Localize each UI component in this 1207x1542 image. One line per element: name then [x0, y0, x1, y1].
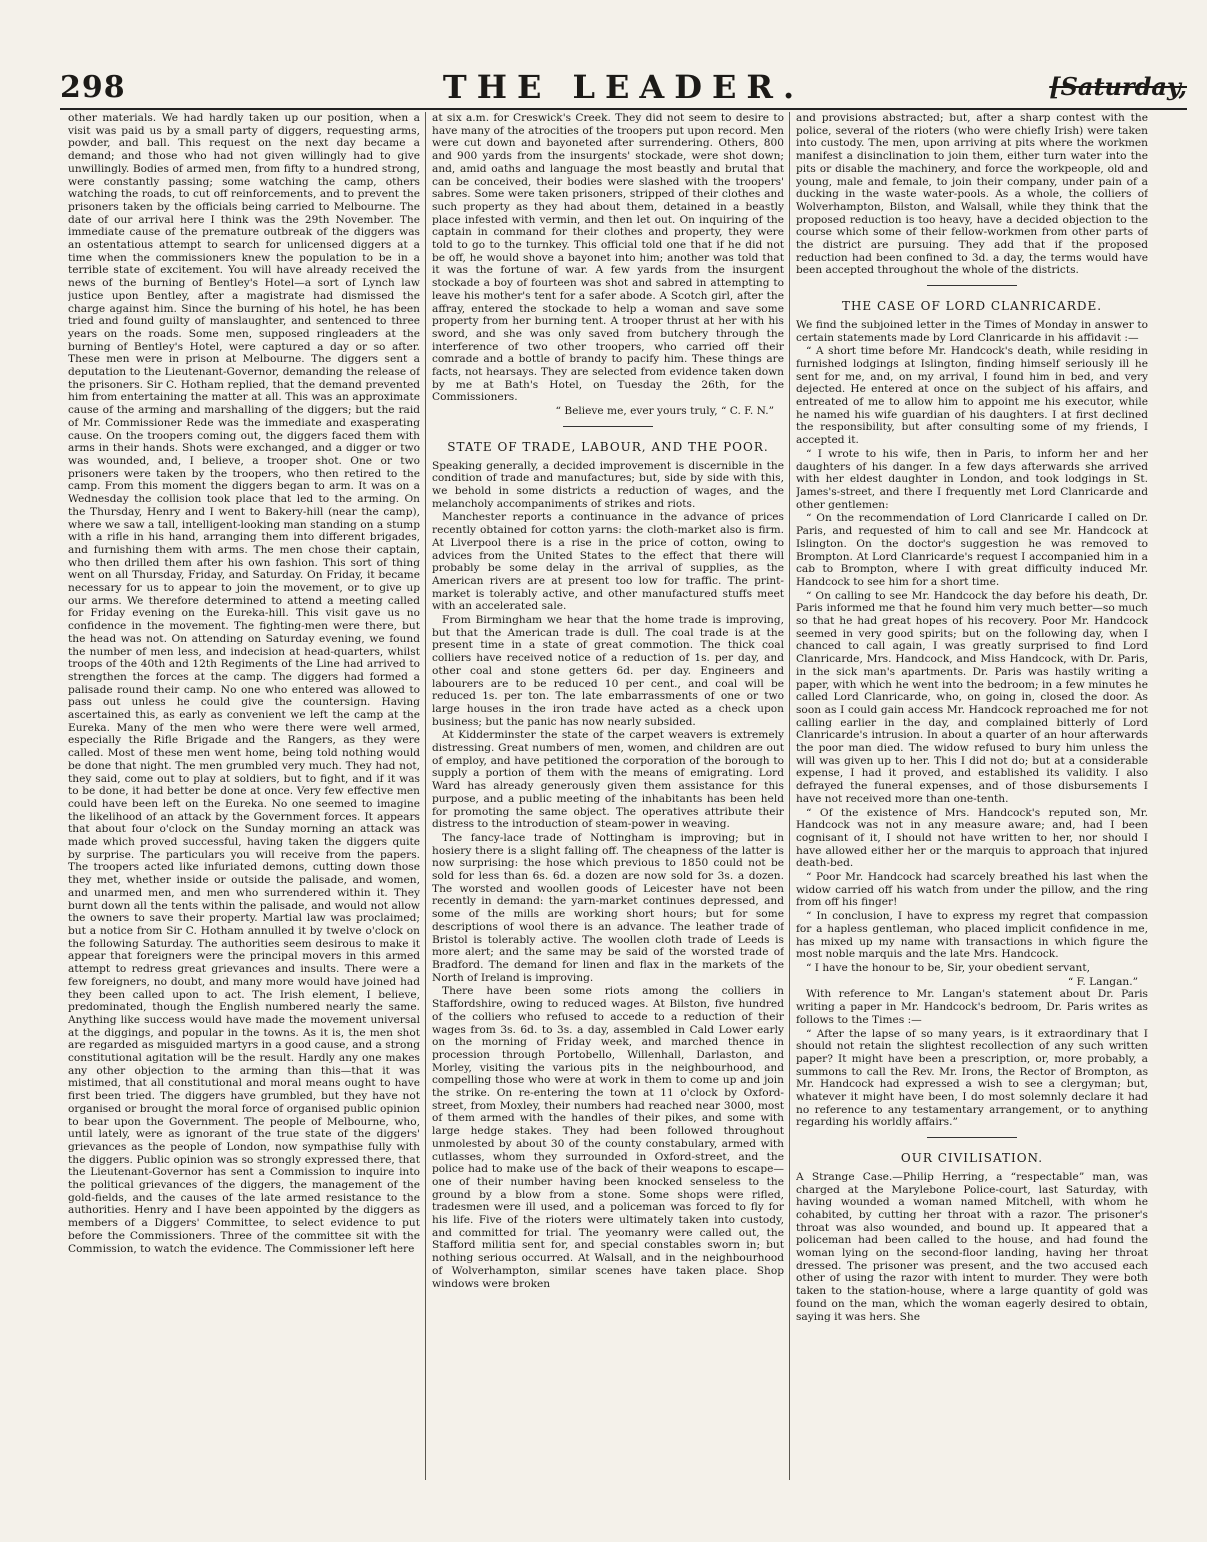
letter-closing: “ I have the honour to be, Sir, your obedient servant, [806, 962, 1090, 974]
article-paragraph: “ In conclusion, I have to express my regret that compassion for a hapless gentleman, who placed implicit confidence in me, has mixed up my name with transactions in which figure the most noble marquis and the late Mrs. Handcock. [796, 910, 1148, 961]
article-paragraph: At Kidderminster the state of the carpet weavers is extremely distressing. Great numbers of men, women, and children are out of employ, and have petitioned the corporation of the borough to supply a portion of them with the means of emigrating. Lord Ward has already generously given them assistance for this purpose, and a public meeting of the inhabitants has been held for promoting the same object. The operatives attribute their distress to the introduction of steam-power in weaving. [432, 729, 784, 831]
article-paragraph: at six a.m. for Creswick's Creek. They did not seem to desire to have many of the atrocities of the troopers put upon record. Men were cut down and bayoneted after surrendering. Others, 800 and 900 yards from the insurgents' stockade, were shot down; and, amid oaths and language the most beastly and brutal that can be conceived, their bodies were slashed with the troopers' sabres. Some were taken prisoners, stripped of their clothes and such property as they had about them, detained in a beastly place infested with vermin, and then let out. On inquiring of the captain in command for their clothes and property, they were told to go to the turnkey. This official told one that if he did not be off, he would shove a bayonet into him; another was told that it was the fortune of war. A few yards from the insurgent stockade a boy of fourteen was shot and sabred in attempting to leave his mother's tent for a safer abode. A Scotch girl, after the affray, entered the stockade to help a woman and save some property from her burning tent. A trooper thrust at her with his sword, and she was only saved from butchery through the interference of two other troopers, who carried off their comrade and a bottle of brandy to pacify him. These things are facts, not hearsays. They are selected from evidence taken down by me at Bath's Hotel, on Tuesday the 26th, for the Commissioners. [432, 112, 784, 404]
masthead [60, 62, 1187, 110]
section-heading-trade: STATE OF TRADE, LABOUR, AND THE POOR. [447, 439, 769, 454]
section-heading-civilisation: OUR CIVILISATION. [900, 1151, 1044, 1166]
section-divider [927, 285, 1017, 286]
column-1 [68, 112, 420, 1480]
article-paragraph: and provisions abstracted; but, after a sharp contest with the police, several of the rioters (who were chiefly Irish) were taken into custody. The men, upon arriving at pits where the workmen manifest a disinclination to join them, either turn water into the pits or disable the machinery, and force the workpeople, old and young, male and female, to join their company, under pain of a ducking in the waste water-pools. As a whole, the colliers of Wolverhampton, Bilston, and Walsall, while they think that the proposed reduction is too heavy, have a decided objection to the course which some of their fellow-workmen from other parts of the district are pursuing. They add that if the proposed reduction had been confined to 3d. a day, the terms would have been accepted throughout the whole of the districts. [796, 112, 1148, 277]
article-paragraph: “ After the lapse of so many years, is it extraordinary that I should not retain the slightest recollection of any such written paper? It might have been a prescription, or, more probably, a summons to call the Rev. Mr. Irons, the Rector of Brompton, as Mr. Handcock had expressed a wish to see a clergyman; but, whatever it might have been, I do most solemnly declare it had no reference to any testamentary arrangement, or to anything regarding his worldly affairs.” [796, 1027, 1148, 1129]
column-2 [432, 112, 784, 1480]
section-divider [563, 426, 653, 427]
article-paragraph: “ On calling to see Mr. Handcock the day before his death, Dr. Paris informed me that he found him very much better—so much so that he had great hopes of his recovery. Poor Mr. Handcock seemed in very good spirits; but on the following day, when I chanced to call again, I was greatly surprised to find Lord Clanricarde, Mrs. Handcock, and Miss Handcock, with Dr. Paris, in the sick man's apartments. Dr. Paris was hastily writing a paper, with which he went into the bedroom; in a few minutes he called Lord Clanricarde, who, on going in, closed the door. As soon as I could gain access Mr. Handcock reproached me for not calling earlier in the day, and complained bitterly of Lord Clanricarde's intrusion. In about a quarter of an hour afterwards the poor man died. The widow refused to bury him unless the will was given up to her. This I did not do; but at a considerable expense, I had it proved, and established its validity. I also defrayed the funeral expenses, and of those disbursements I have not received more than one-tenth. [796, 589, 1148, 805]
article-paragraph: “ On the recommendation of Lord Clanricarde I called on Dr. Paris, and requested of him to call and see Mr. Handcock at Islington. On the doctor's suggestion he was removed to Brompton. At Lord Clanricarde's request I accompanied him in a cab to Brompton, where I with great difficulty induced Mr. Handcock to see him for a short time. [796, 512, 1148, 588]
article-paragraph: “ I wrote to his wife, then in Paris, to inform her and her daughters of his danger. In a few days afterwards she arrived with her eldest daughter in London, and took lodgings in St. James's-street, and there I frequently met Lord Clanricarde and other gentlemen: [796, 447, 1148, 511]
article-paragraph: other materials. We had hardly taken up our position, when a visit was paid us by a small party of diggers, requesting arms, powder, and ball. This request on the next day became a demand; and those who had not given willingly had to give unwillingly. Bodies of armed men, from fifty to a hundred strong, were constantly passing; some watching the camp, others watching the roads, to cut off reinforcements, and to prevent the prisoners taken by the officials being carried to Melbourne. The date of our arrival here I think was the 29th November. The immediate cause of the premature outbreak of the diggers was an ostentatious attempt to search for unlicensed diggers at a time when the commissioners knew the population to be in a terrible state of excitement. You will have already received the news of the burning of Bentley's Hotel—a sort of Lynch law justice upon Bentley, after a magistrate had dismissed the charge against him. Since the burning of his hotel, he has been tried and found guilty of manslaughter, and sentenced to three years on the roads. Some men, supposed ringleaders at the burning of Bentley's Hotel, were captured a day or so after. These men were in prison at Melbourne. The diggers sent a deputation to the Lieutenant-Governor, demanding the release of the prisoners. Sir C. Hotham replied, that the demand prevented him from entertaining the matter at all. This was an approximate cause of the arming and marshalling of the diggers; but the raid of Mr. Commissioner Rede was the immediate and exasperating cause. On the troopers coming out, the diggers faced them with arms in their hands. Shots were exchanged, and a digger or two was wounded, and, I believe, a trooper shot. One or two prisoners were taken by the troopers, who then retired to the camp. From this moment the diggers began to arm. It was on a Wednesday the collision took place that led to the arming. On the Thursday, Henry and I went to Bakery-hill (near the camp), where we saw a tall, intelligent-looking man standing on a stump with a rifle in his hand, arranging them into different brigades, and furnishing them with arms. The men chose their captain, who then drilled them after his own fashion. This sort of thing went on all Thursday, Friday, and Saturday. On Friday, it became necessary for us to appear to join the movement, or to give up our arms. We therefore determined to attend a meeting called for Friday evening on the Eureka-hill. This visit gave us no confidence in the movement. The fighting-men were there, but the head was not. On attending on Saturday evening, we found the number of men less, and indecision at head-quarters, whilst troops of the 40th and 12th Regiments of the Line had arrived to strengthen the forces at the camp. The diggers had formed a palisade round their camp. No one who entered was allowed to pass out unless he could give the countersign. Having ascertained this, as early as convenient we left the camp at the Eureka. Many of the men who were there were well armed, especially the Rifle Brigade and the Rangers, as they were called. Most of these men went home, being told nothing would be done that night. The men grumbled very much. They had not, they said, come out to play at soldiers, but to fight, and if it was to be done, it had better be done at once. Very few effective men could have been left on the Eureka. No one seemed to imagine the likelihood of an attack by the Government forces. It appears that about four o'clock on the Sunday morning an attack was made which proved successful, having taken the diggers quite by surprise. The particulars you will receive from the papers. The troopers acted like infuriated demons, cutting down those they met, whether inside or outside the palisade, and women, and unarmed men, and men who surrendered within it. They burnt down all the tents within the palisade, and would not allow the owners to save their property. Martial law was proclaimed; but a notice from Sir C. Hotham annulled it by twelve o'clock on the following Saturday. The authorities seem desirous to make it appear that foreigners were the principal movers in this armed attempt to redress great grievances and insults. There were a few foreigners, no doubt, and many more would have joined had they been called upon to act. The Irish element, I believe, predominated, though the English numbered nearly the same. Anything like success would have made the movement universal at the diggings, and popular in the towns. As it is, the men shot are regarded as misguided martyrs in a good cause, and a strong constitutional agitation will be the result. Hardly any one makes any other objection to the arming than this—that it was mistimed, that all constitutional and moral means ought to have first been tried. The diggers have grumbled, but they have not organised or brought the moral force of organised public opinion to bear upon the Government. The people of Melbourne, who, until lately, were as ignorant of the true state of the diggers' grievances as the people of London, now sympathise fully with the diggers. Public opinion was so strongly expressed there, that the Lieutenant-Governor has sent a Commission to inquire into the political grievances of the diggers, the management of the gold-fields, and the causes of the late armed resistance to the authorities. Henry and I have been appointed by the diggers as members of a Diggers' Committee, to select evidence to put before the Commissioners. Three of the committee sit with the Commission, to watch the evidence. The Commissioner left here [68, 112, 420, 1255]
letter-signoff: “ Believe me, ever yours truly, “ C. F. N.” [555, 405, 774, 418]
article-paragraph: With reference to Mr. Langan's statement about Dr. Paris writing a paper in Mr. Handcock's bedroom, Dr. Paris writes as follows to the Times :— [796, 988, 1148, 1026]
section-heading-clanricarde: THE CASE OF LORD CLANRICARDE. [841, 299, 1103, 314]
article-paragraph: “ Poor Mr. Handcock had scarcely breathed his last when the widow carried off his watch from under the pillow, and the ring from off his finger! [796, 871, 1148, 909]
paper-title: THE LEADER. [442, 68, 805, 106]
article-paragraph: From Birmingham we hear that the home trade is improving, but that the American trade is dull. The coal trade is at the present time in a state of great commotion. The thick coal colliers have received notice of a reduction of 1s. per day, and other coal and stone getters 6d. per day. Engineers and labourers are to be reduced 10 per cent., and coal will be reduced 1s. per ton. The late embarrassments of one or two large houses in the iron trade have acted as a check upon business; but the panic has now nearly subsided. [432, 614, 784, 728]
article-paragraph: The fancy-lace trade of Nottingham is improving; but in hosiery there is a slight falling off. The cheapness of the latter is now surprising: the hose which previous to 1850 could not be sold for less than 6s. 6d. a dozen are now sold for 3s. a dozen. The worsted and woollen goods of Leicester have not been recently in demand: the yarn-market continues depressed, and some of the mills are working short hours; but for some descriptions of wool there is an advance. The leather trade of Bristol is tolerably active. The woollen cloth trade of Leeds is more alert; and the same may be said of the worsted trade of Bradford. The demand for linen and flax in the markets of the North of Ireland is improving. [432, 831, 784, 984]
column-3 [796, 112, 1148, 1480]
letter-signature: “ F. Langan.” [1067, 975, 1138, 988]
article-paragraph: A Strange Case.—Philip Herring, a “respectable” man, was charged at the Marylebone Police-court, last Saturday, with having wounded a woman named Mitchell, with whom he cohabited, by cutting her throat with a razor. The prisoner's throat was also wounded, and bound up. It appeared that a policeman had been called to the house, and had found the woman lying on the second-floor landing, having her throat dressed. The prisoner was present, and the two accused each other of using the razor with intent to murder. They were both taken to the station-house, where a large quantity of gold was found on the man, which the woman eagerly desired to obtain, saying it was hers. She [796, 1170, 1148, 1323]
article-paragraph: “ Of the existence of Mrs. Handcock's reputed son, Mr. Handcock was not in any measure aware; and, had I been cognisant of it, I should not have written to her, nor should I have allowed either her or the marquis to approach that injured death-bed. [796, 806, 1148, 870]
article-paragraph: There have been some riots among the colliers in Staffordshire, owing to reduced wages. At Bilston, five hundred of the colliers who refused to accede to a reduction of their wages from 3s. 6d. to 3s. a day, assembled in Cald Lower early on the morning of Friday week, and marched thence in procession through Portobello, Willenhall, Darlaston, and Morley, visiting the various pits in the neighbourhood, and compelling those who were at work in them to come up and join the strike. On re-entering the town at 11 o'clock by Oxford-street, from Moxley, their numbers had reached near 3000, most of them armed with the handles of their pikes, and some with large hedge stakes. They had been followed throughout unmolested by about 30 of the county constabulary, armed with cutlasses, whom they surrounded in Oxford-street, and the police had to make use of the back of their weapons to escape—one of their number having been knocked senseless to the ground by a blow from a stone. Some shops were rifled, tradesmen were ill used, and a policeman was forced to fly for his life. Five of the rioters were ultimately taken into custody, and committed for trial. The yeomanry were called out, the Stafford militia sent for, and special constables sworn in; but nothing serious occurred. At Walsall, and in the neighbourhood of Wolverhampton, similar scenes have taken place. Shop windows were broken [432, 985, 784, 1290]
article-paragraph: Speaking generally, a decided improvement is discernible in the condition of trade and manufactures; but, side by side with this, we behold in some districts a reduction of wages, and the melancholy accompaniments of strikes and riots. [432, 459, 784, 510]
issue-day: [Saturday, [1049, 72, 1187, 101]
column-rule-right [789, 112, 790, 1480]
page-number: 298 [60, 70, 126, 105]
section-divider [927, 1137, 1017, 1138]
column-rule-left [425, 112, 426, 1480]
article-paragraph: “ A short time before Mr. Handcock's death, while residing in furnished lodgings at Islington, finding himself seriously ill he sent for me, and, on my arrival, I found him in bed, and very dejected. He entered at once on the subject of his affairs, and entreated of me to allow him to appoint me his executor, while he named his wife guardian of his daughters. I at first declined the responsibility, but after consulting some of my friends, I accepted it. [796, 345, 1148, 447]
article-paragraph: Manchester reports a continuance in the advance of prices recently obtained for cotton yarns: the cloth-market also is firm. At Liverpool there is a rise in the price of cotton, owing to advices from the United States to the effect that there will probably be some delay in the arrival of supplies, as the American rivers are at present too low for traffic. The print-market is tolerably active, and other manufactured stuffs meet with an accelerated sale. [432, 511, 784, 613]
article-paragraph: We find the subjoined letter in the Times of Monday in answer to certain statements made by Lord Clanricarde in his affidavit :— [796, 318, 1148, 344]
